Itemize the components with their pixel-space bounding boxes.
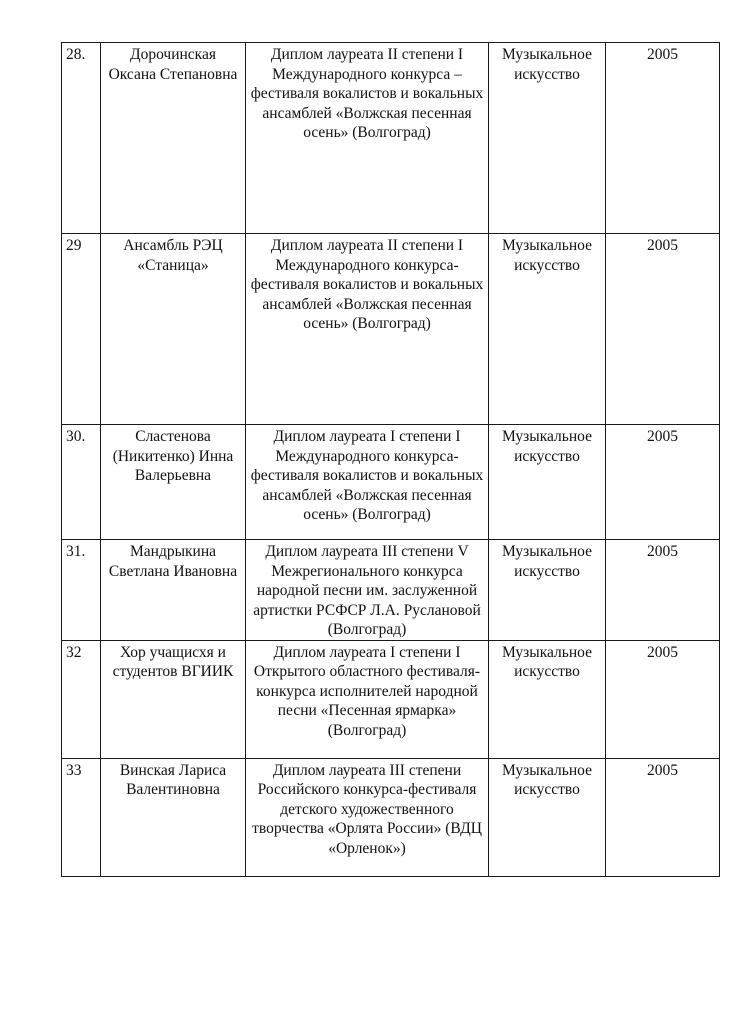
row-number: 31. — [62, 540, 101, 641]
row-number: 32 — [62, 640, 101, 758]
award-description: Диплом лауреата II степени I Международного конкурса-фестиваля вокалистов и вокальных ансамблей «Волжская песенная осень» (Волгоград) — [246, 234, 489, 425]
award-description: Диплом лауреата III степени Российского конкурса-фестиваля детского художественного творчества «Орлята России» (ВДЦ «Орленок») — [246, 758, 489, 876]
participant-name: Дорочинская Оксана Степановна — [101, 43, 246, 234]
participant-name: Мандрыкина Светлана Ивановна — [101, 540, 246, 641]
table-row — [62, 43, 720, 234]
art-field: Музыкальное искусство — [489, 640, 606, 758]
art-field: Музыкальное искусство — [489, 234, 606, 425]
awards-table — [61, 42, 720, 877]
award-description: Диплом лауреата I степени I Открытого областного фестиваля-конкурса исполнителей народной песни «Песенная ярмарка» (Волгоград) — [246, 640, 489, 758]
participant-name: Хор учащисхя и студентов ВГИИК — [101, 640, 246, 758]
participant-name: Ансамбль РЭЦ «Станица» — [101, 234, 246, 425]
award-year: 2005 — [606, 640, 720, 758]
table-row — [62, 234, 720, 425]
table-row — [62, 758, 720, 876]
award-description: Диплом лауреата II степени I Международного конкурса – фестиваля вокалистов и вокальных ансамблей «Волжская песенная осень» (Волгоград) — [246, 43, 489, 234]
award-year: 2005 — [606, 43, 720, 234]
award-description: Диплом лауреата III степени V Межрегионального конкурса народной песни им. заслуженной артистки РСФСР Л.А. Руслановой (Волгоград) — [246, 540, 489, 641]
award-year: 2005 — [606, 234, 720, 425]
table-row — [62, 640, 720, 758]
participant-name: Сластенова (Никитенко) Инна Валерьевна — [101, 425, 246, 540]
row-number: 28. — [62, 43, 101, 234]
award-year: 2005 — [606, 425, 720, 540]
row-number: 30. — [62, 425, 101, 540]
art-field: Музыкальное искусство — [489, 758, 606, 876]
art-field: Музыкальное искусство — [489, 425, 606, 540]
art-field: Музыкальное искусство — [489, 43, 606, 234]
art-field: Музыкальное искусство — [489, 540, 606, 641]
row-number: 29 — [62, 234, 101, 425]
participant-name: Винская Лариса Валентиновна — [101, 758, 246, 876]
row-number: 33 — [62, 758, 101, 876]
award-year: 2005 — [606, 540, 720, 641]
table-row — [62, 540, 720, 641]
table-row — [62, 425, 720, 540]
award-description: Диплом лауреата I степени I Международного конкурса-фестиваля вокалистов и вокальных ансамблей «Волжская песенная осень» (Волгоград) — [246, 425, 489, 540]
award-year: 2005 — [606, 758, 720, 876]
